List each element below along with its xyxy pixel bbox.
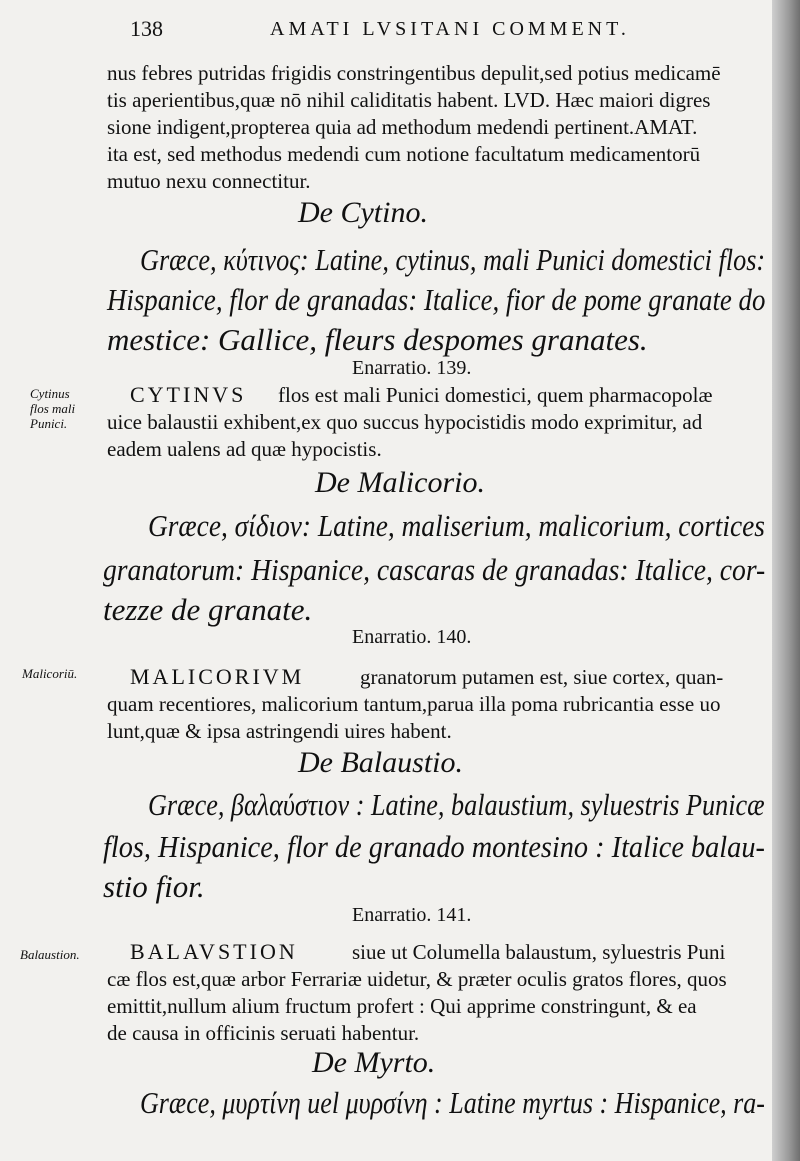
names-line: Græce, κύτινος: Latine, cytinus, mali Punici domestici flos: [140, 242, 766, 277]
text-line: cæ flos est,quæ arbor Ferrariæ uidetur, & præter oculis gratos flores, quos [107, 967, 727, 991]
margin-note: Malicoriū. [22, 666, 78, 681]
text-line: emittit,nullum alium fructum profert : Qui apprime constringunt, & ea [107, 994, 697, 1018]
text-line: de causa in officinis seruati habentur. [107, 1021, 420, 1045]
body-line: ita est, sed methodus medendi cum notione facultatum medicamentorū [107, 142, 701, 166]
text-line: siue ut Columella balaustum, syluestris Puni [352, 940, 726, 964]
body-line: nus febres putridas frigidis constringentibus depulit,sed potius medicamē [107, 61, 721, 85]
lead-word: BALAVSTION [130, 939, 298, 964]
text-line: flos est mali Punici domestici, quem pharmacopolæ [278, 383, 713, 407]
names-line: granatorum: Hispanice, cascaras de granadas: Italice, cor- [103, 552, 766, 587]
names-line: mestice: Gallice, fleurs despomes granates. [107, 322, 648, 357]
section-heading: De Balaustio. [298, 746, 463, 779]
names-line: tezze de granate. [103, 592, 313, 627]
text-line: lunt,quæ & ipsa astringendi uires habent. [107, 719, 452, 743]
names-line: flos, Hispanice, flor de granado montesino : Italice balau- [103, 829, 765, 864]
names-line: Græce, σίδιον: Latine, maliserium, malicorium, cortices [148, 508, 765, 543]
text-line: granatorum putamen est, siue cortex, quan- [360, 665, 724, 689]
enarratio-label: Enarratio. 139. [352, 357, 472, 379]
text-line: uice balaustii exhibent,ex quo succus hypocistidis modo exprimitur, ad [107, 410, 703, 434]
names-line: Græce, βαλαύστιον : Latine, balaustium, syluestris Punicæ [148, 787, 765, 822]
names-line: Græce, μυρτίνη uel μυρσίνη : Latine myrtus : Hispanice, ra- [140, 1085, 765, 1120]
enarratio-label: Enarratio. 141. [352, 904, 472, 926]
text-line: quam recentiores, malicorium tantum,parua illa poma rubricantia esse uo [107, 692, 721, 716]
page-gutter-shadow [772, 0, 800, 1161]
names-line: stio fior. [103, 869, 205, 904]
body-line: tis aperientibus,quæ nō nihil caliditatis habent. LVD. Hæc maiori digres [107, 88, 711, 112]
lead-word: CYTINVS [130, 382, 247, 407]
page-number: 138 [130, 16, 163, 41]
body-line: sione indigent,propterea quia ad methodum medendi pertinent.AMAT. [107, 115, 698, 139]
margin-note: Cytinus flos mali Punici. [30, 386, 76, 431]
running-title: AMATI LVSITANI COMMENT. [270, 18, 630, 40]
section-heading: De Malicorio. [315, 466, 485, 499]
body-line: mutuo nexu connectitur. [107, 169, 311, 193]
section-heading: De Myrto. [312, 1046, 436, 1079]
enarratio-label: Enarratio. 140. [352, 626, 472, 648]
section-heading: De Cytino. [298, 196, 428, 229]
names-line: Hispanice, flor de granadas: Italice, fior de pome granate do [107, 282, 766, 317]
text-line: eadem ualens ad quæ hypocistis. [107, 437, 382, 461]
margin-note: Balaustion. [20, 947, 80, 962]
lead-word: MALICORIVM [130, 664, 305, 689]
